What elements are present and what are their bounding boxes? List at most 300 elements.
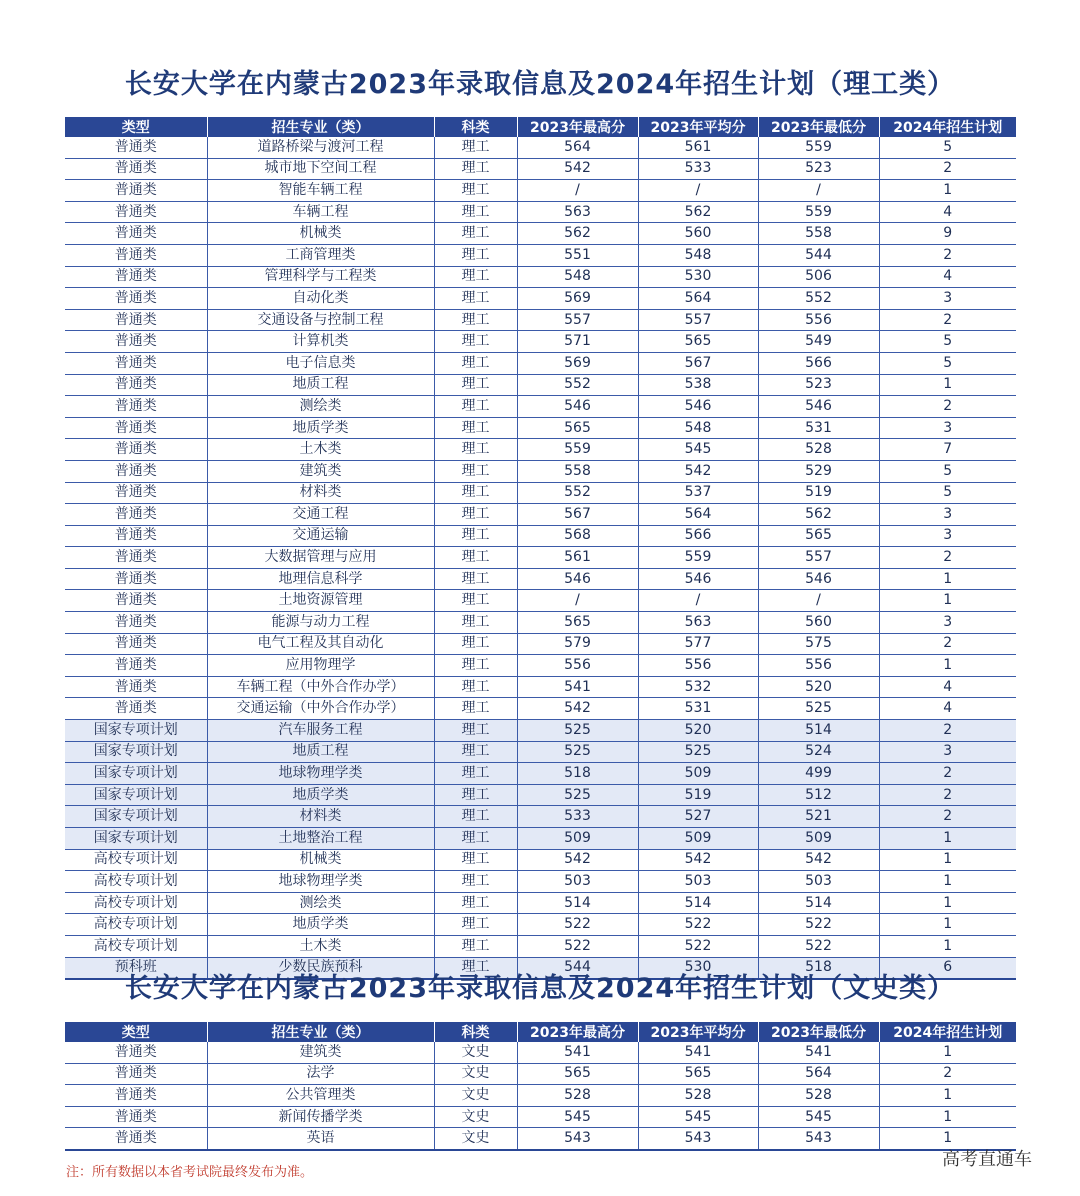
- cell-major: 交通运输: [207, 525, 434, 547]
- table-row: [65, 374, 1016, 396]
- table-row: [65, 180, 1016, 202]
- cell-avg-score: 530: [638, 957, 758, 979]
- cell-plan: 5: [879, 137, 1016, 158]
- table-row: [65, 806, 1016, 828]
- cell-max-score: 525: [517, 784, 638, 806]
- cell-min-score: /: [758, 590, 879, 612]
- cell-plan: 2: [879, 244, 1016, 266]
- cell-max-score: 557: [517, 309, 638, 331]
- cell-type: 高校专项计划: [65, 849, 207, 871]
- cell-type: 普通类: [65, 417, 207, 439]
- table-row: [65, 417, 1016, 439]
- col-header-min-score: 2023年最低分: [758, 1022, 879, 1042]
- cell-subject: 文史: [434, 1085, 517, 1107]
- cell-avg-score: 546: [638, 568, 758, 590]
- table-row: [65, 568, 1016, 590]
- cell-plan: 2: [879, 763, 1016, 785]
- table-row: [65, 871, 1016, 893]
- cell-avg-score: 548: [638, 244, 758, 266]
- cell-plan: 1: [879, 871, 1016, 893]
- col-header-major: 招生专业（类）: [207, 1022, 434, 1042]
- cell-subject: 理工: [434, 828, 517, 850]
- table-row: [65, 331, 1016, 353]
- cell-type: 国家专项计划: [65, 806, 207, 828]
- cell-major: 材料类: [207, 482, 434, 504]
- cell-avg-score: 542: [638, 460, 758, 482]
- cell-min-score: 565: [758, 525, 879, 547]
- table-row: [65, 828, 1016, 850]
- table-row: [65, 655, 1016, 677]
- cell-max-score: 563: [517, 201, 638, 223]
- cell-type: 普通类: [65, 482, 207, 504]
- cell-min-score: 564: [758, 1063, 879, 1085]
- cell-subject: 文史: [434, 1042, 517, 1063]
- cell-plan: 5: [879, 331, 1016, 353]
- cell-plan: 1: [879, 1106, 1016, 1128]
- cell-avg-score: 522: [638, 935, 758, 957]
- cell-min-score: 559: [758, 137, 879, 158]
- cell-min-score: 575: [758, 633, 879, 655]
- cell-type: 普通类: [65, 1042, 207, 1063]
- footnote: 注：所有数据以本省考试院最终发布为准。: [66, 1165, 314, 1180]
- cell-avg-score: /: [638, 180, 758, 202]
- cell-avg-score: 537: [638, 482, 758, 504]
- cell-min-score: 509: [758, 828, 879, 850]
- cell-type: 普通类: [65, 223, 207, 245]
- table-row: [65, 482, 1016, 504]
- cell-type: 国家专项计划: [65, 828, 207, 850]
- cell-major: 工商管理类: [207, 244, 434, 266]
- cell-type: 普通类: [65, 244, 207, 266]
- cell-subject: 理工: [434, 957, 517, 979]
- cell-plan: 4: [879, 698, 1016, 720]
- cell-min-score: 556: [758, 655, 879, 677]
- cell-avg-score: /: [638, 590, 758, 612]
- cell-min-score: 558: [758, 223, 879, 245]
- cell-major: 地质工程: [207, 374, 434, 396]
- table-row: [65, 612, 1016, 634]
- cell-plan: 1: [879, 655, 1016, 677]
- cell-subject: 理工: [434, 266, 517, 288]
- cell-avg-score: 545: [638, 1106, 758, 1128]
- cell-plan: 6: [879, 957, 1016, 979]
- cell-type: 普通类: [65, 460, 207, 482]
- admission-table-arts: [65, 1022, 1016, 1151]
- cell-type: 国家专项计划: [65, 720, 207, 742]
- cell-subject: 理工: [434, 396, 517, 418]
- cell-max-score: 542: [517, 849, 638, 871]
- cell-type: 普通类: [65, 655, 207, 677]
- cell-plan: 5: [879, 460, 1016, 482]
- cell-min-score: 529: [758, 460, 879, 482]
- cell-max-score: 503: [517, 871, 638, 893]
- cell-subject: 文史: [434, 1063, 517, 1085]
- cell-max-score: 509: [517, 828, 638, 850]
- cell-subject: 理工: [434, 223, 517, 245]
- cell-type: 普通类: [65, 158, 207, 180]
- cell-plan: 1: [879, 374, 1016, 396]
- cell-type: 普通类: [65, 439, 207, 461]
- cell-type: 高校专项计划: [65, 935, 207, 957]
- cell-min-score: /: [758, 180, 879, 202]
- cell-major: 管理科学与工程类: [207, 266, 434, 288]
- col-header-max-score: 2023年最高分: [517, 117, 638, 137]
- cell-plan: 7: [879, 439, 1016, 461]
- cell-avg-score: 561: [638, 137, 758, 158]
- cell-min-score: 559: [758, 201, 879, 223]
- cell-avg-score: 545: [638, 439, 758, 461]
- cell-min-score: 560: [758, 612, 879, 634]
- cell-major: 新闻传播学类: [207, 1106, 434, 1128]
- cell-max-score: 518: [517, 763, 638, 785]
- cell-avg-score: 567: [638, 352, 758, 374]
- cell-plan: 2: [879, 396, 1016, 418]
- cell-plan: 1: [879, 568, 1016, 590]
- cell-plan: 5: [879, 482, 1016, 504]
- cell-major: 材料类: [207, 806, 434, 828]
- cell-plan: 1: [879, 590, 1016, 612]
- cell-subject: 理工: [434, 720, 517, 742]
- table-row: [65, 698, 1016, 720]
- cell-max-score: 548: [517, 266, 638, 288]
- table-header-row: [65, 117, 1016, 137]
- table-row: [65, 288, 1016, 310]
- cell-major: 电气工程及其自动化: [207, 633, 434, 655]
- cell-plan: 2: [879, 158, 1016, 180]
- cell-subject: 理工: [434, 482, 517, 504]
- table-row: [65, 1106, 1016, 1128]
- cell-major: 电子信息类: [207, 352, 434, 374]
- cell-subject: 理工: [434, 590, 517, 612]
- cell-subject: 理工: [434, 871, 517, 893]
- cell-type: 普通类: [65, 309, 207, 331]
- cell-subject: 文史: [434, 1128, 517, 1150]
- cell-plan: 2: [879, 720, 1016, 742]
- table-row: [65, 504, 1016, 526]
- cell-plan: 1: [879, 180, 1016, 202]
- cell-min-score: 528: [758, 1085, 879, 1107]
- cell-min-score: 518: [758, 957, 879, 979]
- cell-subject: 理工: [434, 417, 517, 439]
- cell-subject: 理工: [434, 914, 517, 936]
- cell-type: 普通类: [65, 352, 207, 374]
- table-row: [65, 309, 1016, 331]
- cell-plan: 1: [879, 914, 1016, 936]
- cell-avg-score: 522: [638, 914, 758, 936]
- cell-max-score: 525: [517, 741, 638, 763]
- cell-max-score: 522: [517, 935, 638, 957]
- cell-type: 普通类: [65, 525, 207, 547]
- cell-subject: 理工: [434, 288, 517, 310]
- cell-subject: 理工: [434, 763, 517, 785]
- cell-subject: 理工: [434, 849, 517, 871]
- table-row: [65, 1128, 1016, 1150]
- cell-plan: 2: [879, 806, 1016, 828]
- cell-type: 普通类: [65, 1063, 207, 1085]
- watermark: 高考直通车: [942, 1149, 1032, 1170]
- cell-max-score: 579: [517, 633, 638, 655]
- cell-subject: 理工: [434, 309, 517, 331]
- cell-avg-score: 530: [638, 266, 758, 288]
- cell-min-score: 524: [758, 741, 879, 763]
- cell-type: 普通类: [65, 547, 207, 569]
- cell-min-score: 562: [758, 504, 879, 526]
- cell-min-score: 556: [758, 309, 879, 331]
- cell-min-score: 543: [758, 1128, 879, 1150]
- admission-table-science: [65, 117, 1016, 980]
- cell-type: 普通类: [65, 374, 207, 396]
- cell-plan: 2: [879, 1063, 1016, 1085]
- cell-max-score: 562: [517, 223, 638, 245]
- cell-major: 大数据管理与应用: [207, 547, 434, 569]
- col-header-plan: 2024年招生计划: [879, 117, 1016, 137]
- cell-max-score: 528: [517, 1085, 638, 1107]
- cell-subject: 理工: [434, 439, 517, 461]
- cell-avg-score: 560: [638, 223, 758, 245]
- cell-type: 预科班: [65, 957, 207, 979]
- table-row: [65, 892, 1016, 914]
- cell-min-score: 512: [758, 784, 879, 806]
- cell-min-score: 499: [758, 763, 879, 785]
- cell-type: 国家专项计划: [65, 763, 207, 785]
- cell-subject: 理工: [434, 180, 517, 202]
- cell-min-score: 531: [758, 417, 879, 439]
- cell-plan: 1: [879, 935, 1016, 957]
- table-row: [65, 460, 1016, 482]
- cell-subject: 理工: [434, 892, 517, 914]
- cell-type: 普通类: [65, 288, 207, 310]
- cell-avg-score: 527: [638, 806, 758, 828]
- cell-subject: 理工: [434, 331, 517, 353]
- col-header-type: 类型: [65, 117, 207, 137]
- cell-max-score: 556: [517, 655, 638, 677]
- cell-major: 机械类: [207, 849, 434, 871]
- table-header-row: [65, 1022, 1016, 1042]
- cell-min-score: 528: [758, 439, 879, 461]
- cell-type: 普通类: [65, 1085, 207, 1107]
- cell-max-score: 543: [517, 1128, 638, 1150]
- cell-avg-score: 520: [638, 720, 758, 742]
- cell-max-score: 552: [517, 374, 638, 396]
- cell-subject: 理工: [434, 806, 517, 828]
- cell-type: 国家专项计划: [65, 784, 207, 806]
- cell-plan: 5: [879, 352, 1016, 374]
- cell-major: 土地资源管理: [207, 590, 434, 612]
- cell-plan: 1: [879, 892, 1016, 914]
- cell-plan: 3: [879, 741, 1016, 763]
- cell-max-score: /: [517, 180, 638, 202]
- cell-type: 普通类: [65, 612, 207, 634]
- cell-subject: 理工: [434, 698, 517, 720]
- cell-min-score: 545: [758, 1106, 879, 1128]
- cell-avg-score: 542: [638, 849, 758, 871]
- table-row: [65, 784, 1016, 806]
- table-row: [65, 525, 1016, 547]
- cell-subject: 理工: [434, 676, 517, 698]
- cell-major: 土木类: [207, 439, 434, 461]
- table-row: [65, 914, 1016, 936]
- cell-max-score: /: [517, 590, 638, 612]
- cell-avg-score: 563: [638, 612, 758, 634]
- cell-major: 道路桥梁与渡河工程: [207, 137, 434, 158]
- cell-plan: 2: [879, 633, 1016, 655]
- cell-type: 普通类: [65, 568, 207, 590]
- cell-min-score: 549: [758, 331, 879, 353]
- cell-major: 能源与动力工程: [207, 612, 434, 634]
- cell-subject: 理工: [434, 633, 517, 655]
- cell-max-score: 533: [517, 806, 638, 828]
- cell-avg-score: 557: [638, 309, 758, 331]
- cell-major: 交通运输（中外合作办学）: [207, 698, 434, 720]
- cell-max-score: 525: [517, 720, 638, 742]
- cell-subject: 理工: [434, 244, 517, 266]
- cell-min-score: 514: [758, 720, 879, 742]
- cell-min-score: 514: [758, 892, 879, 914]
- cell-plan: 3: [879, 417, 1016, 439]
- cell-subject: 理工: [434, 547, 517, 569]
- cell-plan: 3: [879, 612, 1016, 634]
- cell-max-score: 558: [517, 460, 638, 482]
- cell-avg-score: 519: [638, 784, 758, 806]
- cell-avg-score: 565: [638, 1063, 758, 1085]
- cell-subject: 理工: [434, 137, 517, 158]
- cell-plan: 2: [879, 309, 1016, 331]
- col-header-max-score: 2023年最高分: [517, 1022, 638, 1042]
- cell-max-score: 542: [517, 158, 638, 180]
- cell-major: 智能车辆工程: [207, 180, 434, 202]
- cell-min-score: 541: [758, 1042, 879, 1063]
- table-row: [65, 396, 1016, 418]
- cell-plan: 1: [879, 1085, 1016, 1107]
- cell-subject: 理工: [434, 504, 517, 526]
- cell-max-score: 546: [517, 568, 638, 590]
- page-title-science: 长安大学在内蒙古2023年录取信息及2024年招生计划（理工类）: [124, 69, 956, 100]
- cell-plan: 4: [879, 266, 1016, 288]
- cell-avg-score: 566: [638, 525, 758, 547]
- cell-avg-score: 577: [638, 633, 758, 655]
- cell-avg-score: 556: [638, 655, 758, 677]
- cell-type: 高校专项计划: [65, 871, 207, 893]
- table-row: [65, 763, 1016, 785]
- col-header-plan: 2024年招生计划: [879, 1022, 1016, 1042]
- cell-min-score: 503: [758, 871, 879, 893]
- table-row: [65, 590, 1016, 612]
- cell-plan: 4: [879, 676, 1016, 698]
- table-row: [65, 266, 1016, 288]
- cell-min-score: 523: [758, 374, 879, 396]
- cell-major: 少数民族预科: [207, 957, 434, 979]
- cell-avg-score: 546: [638, 396, 758, 418]
- cell-min-score: 525: [758, 698, 879, 720]
- cell-major: 地质学类: [207, 914, 434, 936]
- table-row: [65, 720, 1016, 742]
- cell-subject: 理工: [434, 784, 517, 806]
- col-header-subject: 科类: [434, 1022, 517, 1042]
- cell-type: 高校专项计划: [65, 892, 207, 914]
- cell-max-score: 551: [517, 244, 638, 266]
- table-row: [65, 633, 1016, 655]
- cell-type: 普通类: [65, 266, 207, 288]
- table-row: [65, 935, 1016, 957]
- table-row: [65, 158, 1016, 180]
- table-row: [65, 439, 1016, 461]
- cell-subject: 理工: [434, 935, 517, 957]
- cell-major: 土地整治工程: [207, 828, 434, 850]
- cell-max-score: 569: [517, 288, 638, 310]
- cell-type: 普通类: [65, 676, 207, 698]
- table-row: [65, 676, 1016, 698]
- cell-major: 交通工程: [207, 504, 434, 526]
- cell-subject: 理工: [434, 655, 517, 677]
- cell-subject: 理工: [434, 374, 517, 396]
- cell-avg-score: 533: [638, 158, 758, 180]
- cell-max-score: 568: [517, 525, 638, 547]
- table-row: [65, 244, 1016, 266]
- cell-subject: 理工: [434, 741, 517, 763]
- table-row: [65, 223, 1016, 245]
- cell-max-score: 561: [517, 547, 638, 569]
- cell-type: 高校专项计划: [65, 914, 207, 936]
- cell-avg-score: 562: [638, 201, 758, 223]
- table-row: [65, 547, 1016, 569]
- cell-subject: 理工: [434, 612, 517, 634]
- cell-min-score: 552: [758, 288, 879, 310]
- cell-subject: 理工: [434, 352, 517, 374]
- cell-major: 地理信息科学: [207, 568, 434, 590]
- cell-type: 国家专项计划: [65, 741, 207, 763]
- cell-type: 普通类: [65, 201, 207, 223]
- cell-avg-score: 541: [638, 1042, 758, 1063]
- cell-major: 地球物理学类: [207, 871, 434, 893]
- cell-major: 车辆工程（中外合作办学）: [207, 676, 434, 698]
- cell-avg-score: 565: [638, 331, 758, 353]
- cell-plan: 1: [879, 828, 1016, 850]
- cell-major: 地球物理学类: [207, 763, 434, 785]
- cell-type: 普通类: [65, 633, 207, 655]
- cell-type: 普通类: [65, 504, 207, 526]
- cell-major: 机械类: [207, 223, 434, 245]
- cell-avg-score: 543: [638, 1128, 758, 1150]
- cell-plan: 3: [879, 288, 1016, 310]
- col-header-avg-score: 2023年平均分: [638, 1022, 758, 1042]
- cell-avg-score: 525: [638, 741, 758, 763]
- cell-min-score: 522: [758, 935, 879, 957]
- cell-max-score: 552: [517, 482, 638, 504]
- cell-avg-score: 538: [638, 374, 758, 396]
- cell-major: 地质学类: [207, 784, 434, 806]
- cell-min-score: 546: [758, 396, 879, 418]
- table-row: [65, 1063, 1016, 1085]
- cell-avg-score: 559: [638, 547, 758, 569]
- cell-max-score: 514: [517, 892, 638, 914]
- cell-avg-score: 509: [638, 763, 758, 785]
- cell-max-score: 546: [517, 396, 638, 418]
- cell-avg-score: 528: [638, 1085, 758, 1107]
- cell-major: 自动化类: [207, 288, 434, 310]
- cell-min-score: 522: [758, 914, 879, 936]
- cell-min-score: 544: [758, 244, 879, 266]
- cell-major: 计算机类: [207, 331, 434, 353]
- cell-plan: 2: [879, 547, 1016, 569]
- cell-major: 汽车服务工程: [207, 720, 434, 742]
- table-row: [65, 741, 1016, 763]
- cell-type: 普通类: [65, 1106, 207, 1128]
- col-header-subject: 科类: [434, 117, 517, 137]
- cell-major: 交通设备与控制工程: [207, 309, 434, 331]
- cell-max-score: 522: [517, 914, 638, 936]
- cell-max-score: 544: [517, 957, 638, 979]
- cell-min-score: 523: [758, 158, 879, 180]
